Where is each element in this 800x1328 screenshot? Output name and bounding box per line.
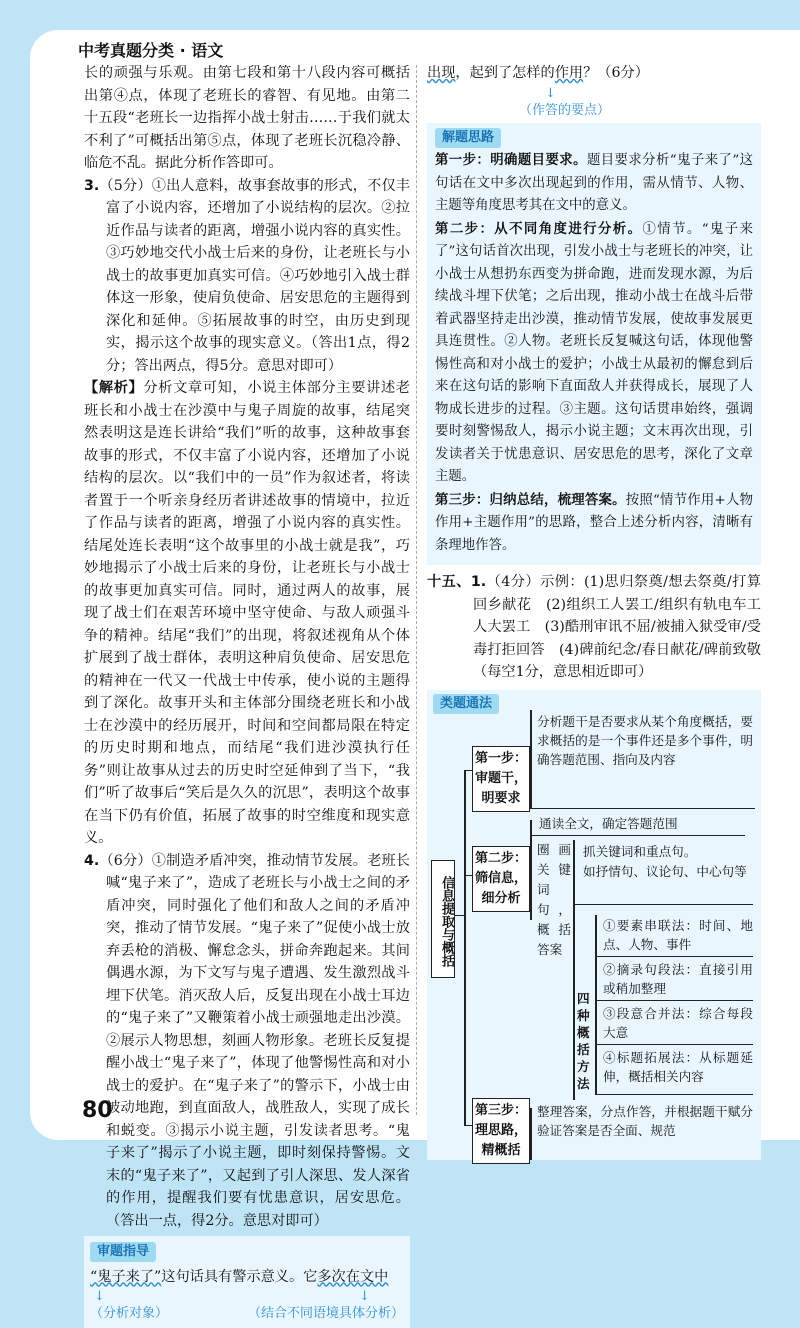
connector-line [464, 770, 466, 1125]
connector-line [595, 1044, 753, 1046]
cont-score: ？（6分） [583, 65, 649, 81]
mindmap-root: 信息提取与概括 [431, 860, 455, 978]
connector-line [573, 904, 753, 906]
answer-15-1 [427, 571, 761, 684]
answer-3-number: 3. [84, 177, 100, 194]
solution-step2 [435, 218, 753, 489]
connector-line [464, 770, 472, 772]
guide-object: “鬼子来了” [90, 1268, 162, 1285]
step1-title: 第一步：明确题目要求。 [435, 152, 587, 168]
step2-key-a: 抓关键词和重点句。 [583, 843, 697, 859]
method-mindmap [427, 690, 761, 1160]
right-column [427, 62, 761, 1160]
connector-line [530, 835, 745, 837]
step3-note: 整理答案，分点作答，并根据题干赋分验证答案是否全面、规范 [537, 1103, 753, 1138]
connector-line [595, 915, 597, 1095]
left-column [84, 62, 410, 1328]
analysis-text: 分析文章可知，小说主体部分主要讲述老班长和小战士在沙漠中与鬼子周旋的故事，结尾突然表明这是连长讲给“我们”听的故事，这种故事套故事的形式，不仅丰富了小说内容，还增加了小说结构的层次。以“我们中的一员”作为叙述者，将读者置于一个听亲身经历者讲述故事的情境中，拉近了作品与读者的距离，增强了小说内容的真实性。结尾处连长表明“这个故事里的小战士就是我”，巧妙地揭示了小战士后来的身份，让老班长与小战士的故事更加真实可信。同时，通过两人的故事，展现了战士们在艰苦环境中坚守使命、与敌人顽强斗争的精神。结尾“我们”的出现，将叙述视角从个体扩展到了战士群体，表明这种肩负使命、居安思危的精神在一代又一代战士中传承，使小说的主题得到了深化。故事开头和主体部分围绕老班长和小战士在沙漠中的经历展开，时间和空间都局限在特定的历史时期和地点，而结尾“我们进沙漠执行任务”则让故事从过去的历史时空延伸到了当下，“我们”听了故事后“笑后是久久的沉思”，表明这个故事在当下仍有价值，拓展了故事的时空维度和现实意义。 [84, 380, 410, 846]
step3-box: 第三步：理思路，精概括 [472, 1098, 530, 1164]
step2-text: ①情节。“鬼子来了”这句话首次出现，引发小战士与老班长的冲突，让小战士从想扔东西变为拼命跑，进而发现水源，为后续战斗埋下伏笔；之后出现，推动小战士在战斗后带着武器坚持走出沙漠，推动情节发展，使故事发展更具连贯性。②人物。老班长反复喊这句话，体现他警惕性高和对小战士的爱护；小战士从最初的懈怠到后来在这句话的影响下直面敌人并获得成长，展现了人物成长进步的过程。③主题。这句话贯串始终，强调要时刻警惕敌人，揭示小说主题；文末再次出现，引发读者关于忧患意识、居安思危的思考，深化了文章主题。 [435, 221, 753, 484]
arrow-down-icon: ↓ [359, 1289, 370, 1304]
paragraph-continuation: 长的顽强与乐观。由第七段和第十八段内容可概括出第④点，体现了老班长的睿智、有见地。由第二十五段“老班长一边指挥小战士射击……于我们就太不利了”可概括出第⑤点，体现了老班长沉稳冷静、临危不乱。据此分析作答即可。 [84, 65, 410, 171]
analysis-3 [84, 377, 410, 850]
guide-arrows [90, 1288, 404, 1305]
page [30, 30, 800, 1321]
answer-3 [84, 175, 410, 378]
answer-15-text: （4分）示例：(1)思归祭奠/想去祭奠/打算回乡献花 (2)组织工人罢工/组织有轨电车工人大罢工 (3)酷刑审讯不屈/被捕入狱受审/受毒打拒回答 (4)碑前纪念/春日献花/碑前致敬（每空1分，意思相近即可） [473, 574, 762, 680]
answer-3-text: （5分）①出人意料，故事套故事的形式，不仅丰富了小说内容，还增加了小说结构的层次。②拉近作品与读者的距离，增强小说内容的真实性。③巧妙地交代小战士后来的身份，让老班长与小战士的故事更加真实可信。④巧妙地引入战士群体这一形象，使肩负使命、居安思危的主题得到深化和延伸。⑤拓展故事的时空，由历史到现实，揭示这个故事的现实意义。（答出1点，得2分；答出两点，得5分。意思对即可） [99, 177, 410, 374]
connector-line [530, 1108, 532, 1160]
step2-box: 第二步：筛信息，细分析 [472, 846, 530, 912]
guide-note-object: （分析对象） [90, 1306, 169, 1321]
step2-title: 第二步：从不同角度进行分析。 [435, 220, 643, 237]
solution-step3 [435, 489, 753, 558]
running-head: 中考真题分类 · 语文 [78, 41, 224, 60]
step2-read: 通读全文，确定答题范围 [539, 815, 678, 831]
step2-key-label: 圈画关键词句，概括答案 [537, 841, 571, 957]
arrow-down-icon: ↓ [545, 85, 556, 101]
connector-line [464, 1125, 472, 1127]
solution-box [427, 123, 761, 566]
analysis-label: 【解析】 [84, 380, 144, 396]
cont-mid: ，起到了怎样的 [455, 65, 555, 81]
connector-line [530, 710, 532, 808]
answer-4 [84, 850, 410, 1233]
method-tag: 类题通法 [433, 694, 499, 714]
connector-line [595, 956, 753, 958]
step1-note: 分析题干是否要求从某个角度概括，要求概括的是一个事件还是多个事件，明确答题范围、指向及内容 [537, 713, 753, 767]
cont-effect: 作用 [554, 65, 584, 81]
guide-continuation [427, 62, 761, 85]
connector-line [573, 840, 575, 1100]
method-2: ②摘录句段法：直接引用或稍加整理 [603, 961, 753, 996]
step3-title: 第三步：归纳总结，梳理答案。 [435, 491, 626, 508]
guide-sentence [90, 1266, 404, 1289]
guide-context: 多次在文中 [317, 1268, 389, 1285]
answer-15-number: 十五、1. [427, 574, 487, 590]
page-number: 80 [82, 1098, 113, 1123]
column-divider [416, 65, 417, 1115]
method-4: ④标题拓展法：从标题延伸，概括相关内容 [603, 1049, 753, 1084]
methods-label: 四种概括方法 [577, 990, 590, 1091]
cont-appear: 出现 [427, 65, 456, 81]
question-guide-tag: 审题指导 [90, 1242, 156, 1262]
connector-line [530, 808, 755, 810]
solution-tag: 解题思路 [435, 128, 501, 148]
step1-text: 题目要求分析“鬼子来了”这句话在文中多次出现起到的作用，需从情节、人物、主题等角度思考其在文中的意义。 [435, 153, 753, 213]
arrow-down-icon: ↓ [94, 1289, 105, 1304]
step2-key-b: 如抒情句、议论句、中心句等 [583, 863, 747, 879]
method-1: ①要素串联法：时间、地点、人物、事件 [603, 917, 753, 952]
solution-step1 [435, 149, 753, 218]
method-3: ③段意合并法：综合每段大意 [603, 1005, 753, 1040]
answer-4-number: 4. [84, 852, 100, 869]
guide-note-context: （结合不同语境具体分析） [247, 1306, 404, 1321]
guide-notes [90, 1305, 404, 1322]
answer-4-text: （6分）①制造矛盾冲突，推动情节发展。老班长喊“鬼子来了”，造成了老班长与小战士之间的矛盾冲突，同时强化了他们和敌人之间的矛盾冲突，推动了情节发展。“鬼子来了”促使小战士放弃丢枪的消极、懈怠念头，拼命奔跑起来。其间偶遇水源，为下文写与鬼子遭遇、发生激烈战斗埋下伏笔。消灭敌人后，反复出现在小战士耳边的“鬼子来了”又鞭策着小战士顽强地走出沙漠。②展示人物思想，刻画人物形象。老班长反复提醒小战士“鬼子来了”，体现了他警惕性高和对小战士的爱护。在“鬼子来了”的警示下，小战士由被动地跑，到直面敌人，战胜敌人，实现了成长和蜕变。③揭示小说主题，引发读者思考。“鬼子来了”揭示了小说主题，即时刻保持警惕。文末的“鬼子来了”，又起到了引人深思、发人深省的作用，提醒我们要有忧患意识，居安思危。（答出一点，得2分。意思对即可） [99, 852, 410, 1229]
guide-middle: 这句话具有警示意义。它 [161, 1268, 318, 1285]
connector-line [595, 1000, 753, 1002]
connector-line [464, 875, 472, 877]
step1-box: 第一步：审题干，明要求 [472, 746, 530, 812]
note-answer-points: （作答的要点） [519, 102, 611, 118]
step3-text: 按照“情节作用+人物作用+主题作用”的思路，整合上述分析内容，清晰有条理地作答。 [435, 492, 753, 553]
question-guide-box [84, 1236, 410, 1328]
connector-line [454, 915, 464, 917]
connector-line [595, 1094, 753, 1096]
